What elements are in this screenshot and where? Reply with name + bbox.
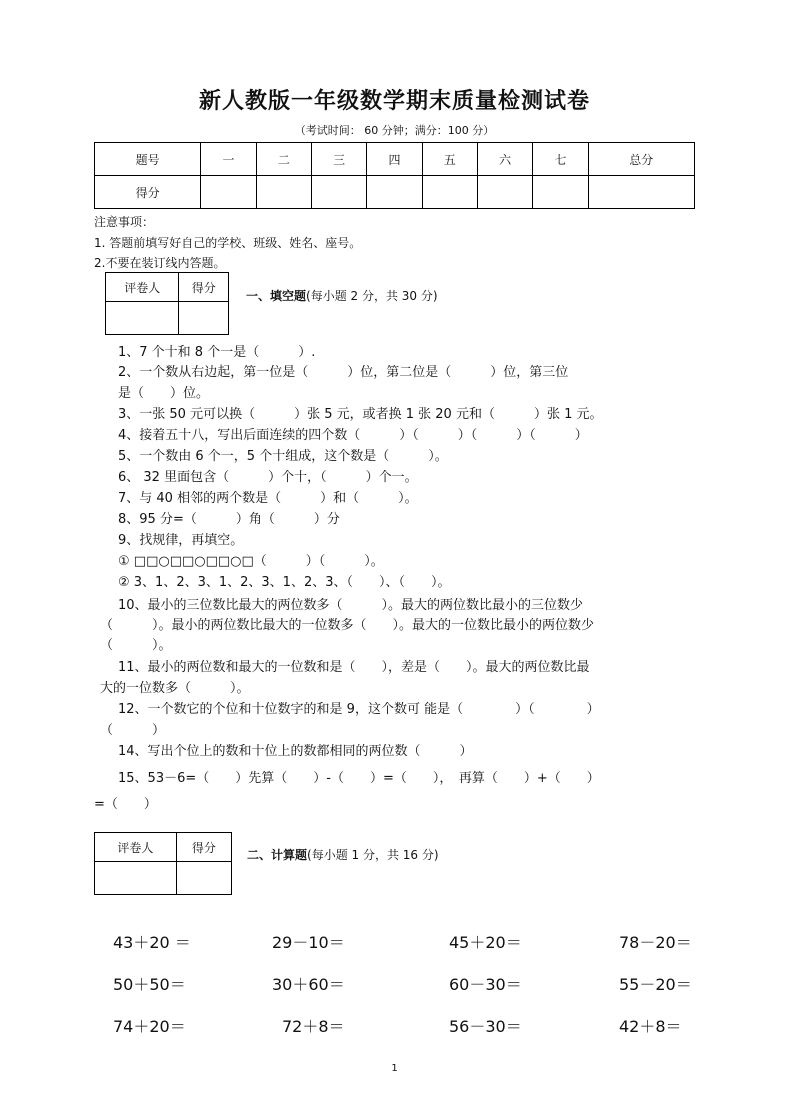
question-line: 7、与 40 相邻的两个数是（ ）和（ ）。 bbox=[118, 491, 418, 506]
score-header-cell: 总分 bbox=[588, 143, 694, 176]
score-header-cell: 三 bbox=[311, 143, 366, 176]
section2-detail: (每小题 1 分，共 16 分) bbox=[307, 848, 439, 862]
score-header-cell: 题号 bbox=[95, 143, 201, 176]
question-line: ② 3、1、2、3、1、2、3、1、2、3、（ ）、（ ）。 bbox=[118, 575, 451, 590]
calc-item: 43＋20 ＝ bbox=[113, 933, 191, 952]
section1-title: 一、填空题 bbox=[246, 289, 307, 303]
grader-score-cell[interactable] bbox=[176, 862, 231, 895]
score-table bbox=[94, 142, 695, 209]
score-label: 得分 bbox=[179, 273, 229, 302]
question-line: 9、找规律，再填空。 bbox=[118, 533, 244, 548]
section2-title: 二、计算题 bbox=[247, 848, 308, 862]
score-cell[interactable] bbox=[367, 176, 422, 209]
score-header-cell: 四 bbox=[367, 143, 422, 176]
question-line: 是（ ）位。 bbox=[118, 386, 210, 401]
score-cell[interactable] bbox=[422, 176, 477, 209]
score-cell[interactable] bbox=[588, 176, 694, 209]
question-line: 5、一个数由 6 个一，5 个十组成，这个数是（ ）。 bbox=[118, 449, 448, 464]
notes-heading: 注意事项： bbox=[94, 215, 155, 229]
grader-label: 评卷人 bbox=[106, 273, 179, 302]
question-line: 14、写出个位上的数和十位上的数都相同的两位数（ ） bbox=[118, 744, 473, 759]
calc-item: 55－20＝ bbox=[619, 975, 692, 994]
score-header-cell: 五 bbox=[422, 143, 477, 176]
calc-item: 56－30＝ bbox=[449, 1017, 522, 1036]
question-line: 大的一位数多（ ）。 bbox=[100, 681, 250, 696]
section1-header bbox=[246, 287, 438, 304]
question-line: 1、7 个十和 8 个一是（ ）. bbox=[118, 345, 316, 360]
score-header-cell: 一 bbox=[201, 143, 256, 176]
score-label: 得分 bbox=[176, 833, 231, 862]
section1-detail: (每小题 2 分，共 30 分) bbox=[306, 289, 438, 303]
question-line: 10、最小的三位数比最大的两位数多（ ）。最大的两位数比最小的三位数少 bbox=[118, 598, 584, 613]
grader-cell[interactable] bbox=[106, 302, 179, 335]
grader-label: 评卷人 bbox=[95, 833, 177, 862]
note-item: 1. 答题前填写好自己的学校、班级、姓名、座号。 bbox=[94, 236, 362, 250]
question-line: 15、53－6=（ ）先算（ ）-（ ）=（ ）， 再算（ ）+（ ） bbox=[118, 771, 600, 786]
score-table-header-row bbox=[95, 143, 695, 176]
score-header-cell: 二 bbox=[256, 143, 311, 176]
score-header-cell: 七 bbox=[533, 143, 588, 176]
exam-info: （考试时间： 60 分钟；满分：100 分） bbox=[294, 124, 495, 137]
calc-item: 50＋50＝ bbox=[113, 975, 186, 994]
score-table-score-row bbox=[95, 176, 695, 209]
question-line: 12、一个数它的个位和十位数字的和是 9，这个数可 能是（ ）（ ） bbox=[118, 702, 600, 717]
question-line: 4、接着五十八，写出后面连续的四个数（ ）（ ）（ ）（ ） bbox=[118, 428, 588, 443]
calc-item: 72＋8＝ bbox=[282, 1017, 345, 1036]
question-line: （ ）。最小的两位数比最大的一位数多（ ）。最大的一位数比最小的两位数少 bbox=[100, 618, 595, 633]
grader-cell[interactable] bbox=[95, 862, 177, 895]
score-cell[interactable] bbox=[477, 176, 532, 209]
page-number: 1 bbox=[391, 1063, 398, 1074]
score-cell[interactable] bbox=[533, 176, 588, 209]
calc-item: 30＋60＝ bbox=[272, 975, 345, 994]
score-cell[interactable] bbox=[201, 176, 256, 209]
calc-item: 60－30＝ bbox=[449, 975, 522, 994]
score-cell[interactable] bbox=[256, 176, 311, 209]
calc-item: 42＋8＝ bbox=[619, 1017, 682, 1036]
question-line: 11、最小的两位数和最大的一位数和是（ ），差是（ ）。最大的两位数比最 bbox=[118, 660, 590, 675]
grader-box bbox=[105, 272, 229, 335]
score-cell[interactable] bbox=[311, 176, 366, 209]
section2-header bbox=[247, 846, 439, 863]
question-line: （ ） bbox=[100, 723, 166, 738]
question-line: 6、 32 里面包含（ ）个十，（ ）个一。 bbox=[118, 470, 418, 485]
question-line: （ ）。 bbox=[100, 638, 172, 653]
calc-item: 29－10＝ bbox=[272, 933, 345, 952]
question-line: 3、一张 50 元可以换（ ）张 5 元，或者换 1 张 20 元和（ ）张 1 元。 bbox=[118, 407, 603, 422]
question-line: 2、一个数从右边起，第一位是（ ）位，第二位是（ ）位，第三位 bbox=[118, 365, 569, 380]
score-header-cell: 六 bbox=[477, 143, 532, 176]
grader-score-cell[interactable] bbox=[179, 302, 229, 335]
calc-item: 78－20＝ bbox=[619, 933, 692, 952]
calc-item: 74＋20＝ bbox=[113, 1017, 186, 1036]
calc-item: 45＋20＝ bbox=[449, 933, 522, 952]
page-title: 新人教版一年级数学期末质量检测试卷 bbox=[198, 89, 590, 114]
question-line: ① □□○□□○□□○□（ ）（ ）。 bbox=[118, 554, 384, 569]
score-row-label: 得分 bbox=[95, 176, 201, 209]
question-line: 8、95 分=（ ）角（ ）分 bbox=[118, 512, 340, 527]
note-item: 2.不要在装订线内答题。 bbox=[94, 256, 226, 270]
question-line: =（ ） bbox=[94, 797, 157, 812]
grader-box bbox=[94, 832, 232, 895]
